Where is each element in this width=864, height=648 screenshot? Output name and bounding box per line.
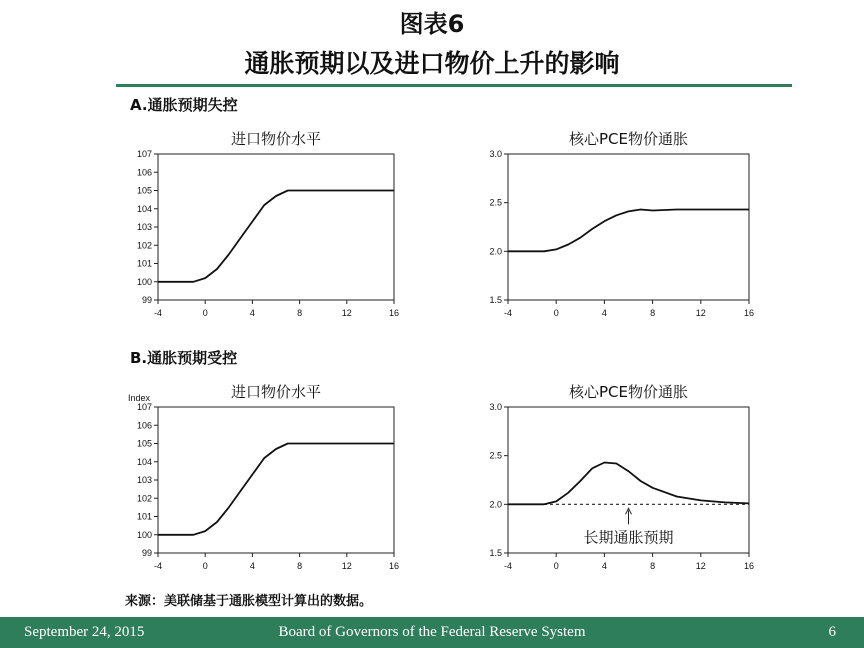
chart-title: 进口物价水平 — [230, 130, 322, 148]
series-line — [158, 444, 394, 535]
y-tick-label: 101 — [136, 511, 152, 522]
footer-date: September 24, 2015 — [24, 624, 145, 640]
y-tick-label: 105 — [136, 185, 152, 196]
y-tick-label: 106 — [136, 420, 152, 431]
plot-frame — [158, 154, 394, 300]
chart-title: 核心PCE物价通胀 — [569, 383, 688, 401]
plot-frame — [508, 154, 749, 300]
x-tick-label: -4 — [153, 561, 163, 571]
title-divider — [116, 84, 792, 87]
footer-bar — [0, 617, 864, 648]
x-tick-label: 16 — [743, 561, 755, 571]
y-tick-label: 1.5 — [489, 548, 502, 558]
chart-b-core-pce — [470, 378, 755, 578]
x-tick-label: 8 — [297, 308, 303, 318]
y-tick-label: 3.0 — [489, 402, 502, 412]
x-tick-label: 12 — [695, 308, 706, 318]
footer-organization: Board of Governors of the Federal Reserve System — [278, 624, 586, 640]
x-tick-label: 0 — [202, 561, 208, 571]
y-tick-label: 101 — [136, 258, 152, 269]
y-tick-label: 104 — [136, 456, 152, 467]
y-tick-label: 3.0 — [489, 149, 502, 159]
x-tick-label: 12 — [341, 561, 352, 571]
y-axis-label: Index — [128, 393, 151, 403]
y-tick-label: 105 — [136, 438, 152, 449]
y-tick-label: 107 — [136, 402, 152, 412]
slide-title: 通胀预期以及进口物价上升的影响 — [244, 49, 620, 78]
x-tick-label: 4 — [249, 561, 255, 571]
chart-a-core-pce — [470, 125, 755, 325]
y-tick-label: 2.0 — [489, 499, 502, 510]
y-tick-label: 106 — [136, 167, 152, 178]
y-tick-label: 107 — [136, 149, 152, 159]
x-tick-label: 16 — [388, 561, 400, 571]
x-tick-label: -4 — [153, 308, 163, 318]
x-tick-label: 12 — [341, 308, 352, 318]
x-tick-label: 12 — [695, 561, 706, 571]
x-tick-label: 8 — [650, 308, 656, 318]
y-tick-label: 2.5 — [489, 450, 502, 461]
x-tick-label: -4 — [503, 308, 513, 318]
section-b-label: B.通胀预期受控 — [130, 349, 238, 367]
source-note: 来源：美联储基于通胀模型计算出的数据。 — [125, 594, 373, 609]
series-line — [158, 191, 394, 282]
x-tick-label: 4 — [601, 308, 607, 318]
chart-title: 进口物价水平 — [230, 383, 322, 401]
x-tick-label: 4 — [249, 308, 255, 318]
series-line — [508, 463, 749, 505]
x-tick-label: 0 — [553, 561, 559, 571]
x-tick-label: 8 — [650, 561, 656, 571]
reference-line-label: 长期通胀预期 — [583, 528, 674, 547]
chart-title: 核心PCE物价通胀 — [569, 130, 688, 148]
y-tick-label: 99 — [141, 548, 152, 558]
y-tick-label: 100 — [136, 276, 152, 287]
x-tick-label: 0 — [553, 308, 559, 318]
series-line — [508, 210, 749, 252]
y-tick-label: 100 — [136, 529, 152, 540]
y-tick-label: 104 — [136, 203, 152, 214]
x-tick-label: 16 — [388, 308, 400, 318]
chart-b-import-prices — [120, 378, 400, 578]
y-tick-label: 102 — [136, 240, 152, 251]
y-tick-label: 103 — [136, 475, 152, 485]
slide-title-number: 图表6 — [399, 10, 465, 38]
y-tick-label: 2.5 — [489, 197, 502, 208]
y-tick-label: 102 — [136, 493, 152, 504]
footer-page-number: 6 — [828, 624, 836, 640]
x-tick-label: 4 — [601, 561, 607, 571]
x-tick-label: 16 — [743, 308, 755, 318]
x-tick-label: 0 — [202, 308, 208, 318]
plot-frame — [158, 407, 394, 553]
x-tick-label: 8 — [297, 561, 303, 571]
y-tick-label: 2.0 — [489, 246, 502, 257]
y-tick-label: 99 — [141, 295, 152, 305]
chart-a-import-prices — [120, 125, 400, 325]
x-tick-label: -4 — [503, 561, 513, 571]
y-tick-label: 1.5 — [489, 295, 502, 305]
section-a-label: A.通胀预期失控 — [130, 96, 238, 114]
y-tick-label: 103 — [136, 222, 152, 232]
